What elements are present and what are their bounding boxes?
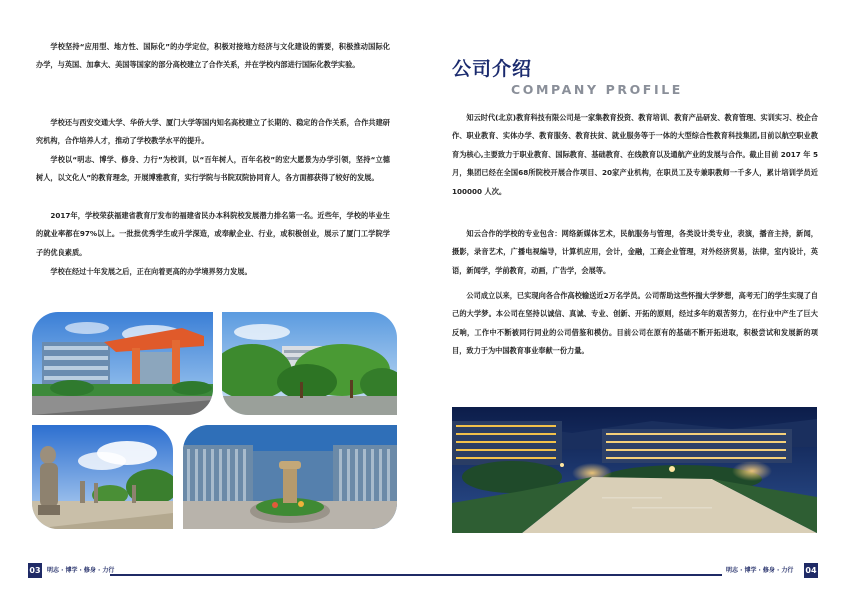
left-paragraph-5: 学校在经过十年发展之后，正在向着更高的办学境界努力发展。 bbox=[50, 267, 252, 276]
right-page bbox=[424, 0, 848, 600]
left-paragraph-1: 学校坚持“应用型、地方性、国际化”的办学定位，积极对接地方经济与文化建设的需要，积极推动国际化办学，与英国、加拿大、美国等国家的部分高校建立了合作关系，并在学校内部进行国际化教学实验。 bbox=[36, 42, 390, 70]
campus-trees-photo bbox=[222, 312, 397, 415]
left-paragraph-2: 学校还与西安交通大学、华侨大学、厦门大学等国内知名高校建立了长期的、稳定的合作关系，合作共建研究机构，合作培养人才，推动了学校教学水平的提升。 bbox=[36, 118, 390, 146]
page-number-left: 03 bbox=[28, 563, 42, 578]
night-campus-photo bbox=[452, 407, 817, 533]
left-paragraph-4: 2017年，学校荣获福建省教育厅发布的福建省民办本科院校发展潜力排名第一名。近些年，学校的毕业生的就业率都在97%以上。一批批优秀学生或升学深造，或奉献企业、行业，或积极创业，展示了厦门工学院学子的优良素质。 bbox=[36, 211, 390, 257]
page-number-right: 04 bbox=[804, 563, 818, 578]
left-paragraph-3: 学校以“明志、博学、修身、力行”为校训，以“百年树人，百年名校”的宏大愿景为办学引领，坚持“立德树人，以文化人”的教育理念，开展博雅教育，实行学院与书院双院协同育人，各方面都获得了较好的发展。 bbox=[36, 155, 390, 183]
footer-rule-right bbox=[424, 574, 722, 576]
motto-right: 明志 · 博学 · 修身 · 力行 bbox=[726, 567, 794, 574]
courtyard-sculpture-photo bbox=[183, 425, 397, 529]
campus-building-photo bbox=[32, 312, 213, 415]
section-heading: 公司介绍 bbox=[452, 58, 533, 80]
right-paragraph-3: 公司成立以来，已实现向各合作高校输送近2万名学员。公司帮助这些怀揣大学梦想，高考无门的学生实现了自己的大学梦。本公司在坚持以诚信、真诚、专业、创新、开拓的原则，经过多年的艰苦努力，在行业中产生了巨大反响，工作中不断被同行同业的公司借鉴和模仿。目前公司在原有的基础不断开拓进取，积极尝试和发展新的项目，致力于为中国教育事业奉献一份力量。 bbox=[452, 291, 818, 356]
right-paragraph-1: 知云时代(北京)教育科技有限公司是一家集教育投资、教育培训、教育产品研发、教育管理、实训实习、校企合作、职业教育、实体办学、教育服务、教育扶贫、就业服务等于一体的大型综合性教育科技集团,目前以航空职业教育为核心,主要致力于职业教育、国际教育、基础教育、在线教育以及通航产业的发展与合作。截止目前 2017 年 5 月，集团已经在全国68所院校开展合作项目、20家产业机构，在职员工及专兼职教师一千多人，累计培训学员近 100000 人次。 bbox=[452, 113, 818, 196]
section-subheading: COMPANY PROFILE bbox=[511, 82, 683, 97]
right-paragraph-2: 知云合作的学校的专业包含：网络新媒体艺术，民航服务与管理，各类设计类专业，表演，播音主持，新闻，摄影，录音艺术，广播电视编导，计算机应用，会计，金融，工商企业管理，对外经济贸易，法律，室内设计，英语，新闻学，学前教育，动画，广告学，会展等。 bbox=[452, 229, 818, 275]
motto-left: 明志 · 博学 · 修身 · 力行 bbox=[47, 567, 115, 574]
statues-plaza-photo bbox=[32, 425, 173, 529]
footer-rule-left bbox=[110, 574, 424, 576]
